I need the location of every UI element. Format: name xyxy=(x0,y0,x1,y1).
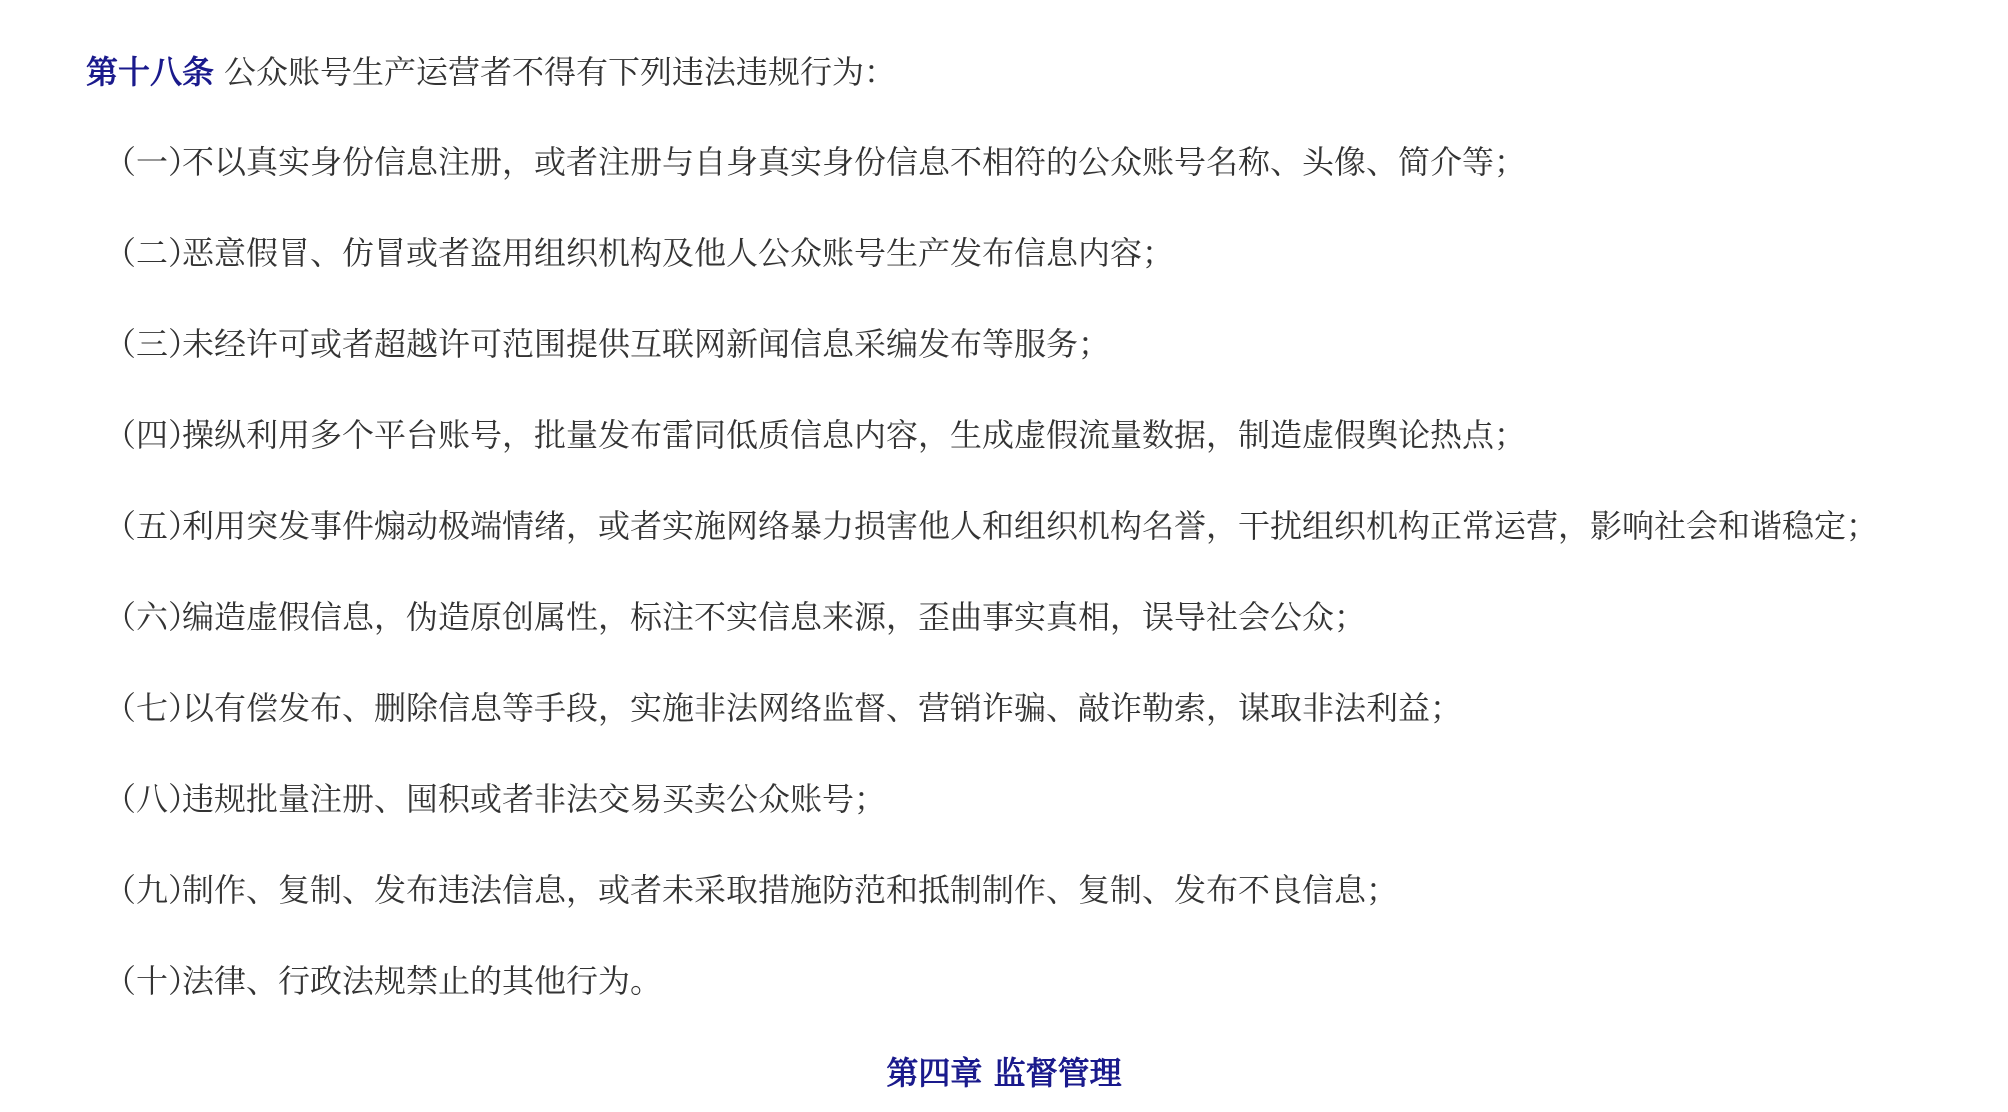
item-text: 恶意假冒、仿冒或者盗用组织机构及他人公众账号生产发布信息内容； xyxy=(182,234,1175,272)
item-number: （五） xyxy=(104,507,201,545)
article-number: 第十八条 xyxy=(86,53,215,91)
item-number: （四） xyxy=(104,416,201,454)
article-items-list xyxy=(104,134,1878,1044)
article-intro-text: 公众账号生产运营者不得有下列违法违规行为： xyxy=(224,53,897,91)
list-item xyxy=(104,316,1878,407)
list-item xyxy=(104,771,1878,862)
chapter-title: 第四章 监督管理 xyxy=(886,1054,1122,1092)
item-text: 法律、行政法规禁止的其他行为。 xyxy=(182,962,663,1000)
item-text: 编造虚假信息，伪造原创属性，标注不实信息来源，歪曲事实真相，误导社会公众； xyxy=(182,598,1367,636)
item-number: （七） xyxy=(104,689,201,727)
list-item xyxy=(104,589,1878,680)
list-item xyxy=(104,498,1878,589)
list-item xyxy=(104,134,1878,225)
item-number: （一） xyxy=(104,143,201,181)
item-number: （六） xyxy=(104,598,201,636)
item-number: （三） xyxy=(104,325,201,363)
list-item xyxy=(104,225,1878,316)
item-number: （十） xyxy=(104,962,201,1000)
item-text: 不以真实身份信息注册，或者注册与自身真实身份信息不相符的公众账号名称、头像、简介等； xyxy=(182,143,1527,181)
item-text: 操纵利用多个平台账号，批量发布雷同低质信息内容，生成虚假流量数据，制造虚假舆论热点； xyxy=(182,416,1527,454)
item-text: 制作、复制、发布违法信息，或者未采取措施防范和抵制制作、复制、发布不良信息； xyxy=(182,871,1399,909)
item-number: （二） xyxy=(104,234,201,272)
item-text: 违规批量注册、囤积或者非法交易买卖公众账号； xyxy=(182,780,887,818)
list-item xyxy=(104,407,1878,498)
item-text: 以有偿发布、删除信息等手段，实施非法网络监督、营销诈骗、敲诈勒索，谋取非法利益； xyxy=(182,689,1463,727)
item-text: 利用突发事件煽动极端情绪，或者实施网络暴力损害他人和组织机构名誉，干扰组织机构正常运营，影响社会和谐稳定； xyxy=(182,507,1879,545)
list-item xyxy=(104,680,1878,771)
list-item xyxy=(104,862,1878,953)
item-text: 未经许可或者超越许可范围提供互联网新闻信息采编发布等服务； xyxy=(182,325,1111,363)
list-item xyxy=(104,953,1878,1044)
article-heading xyxy=(86,44,896,100)
item-number: （九） xyxy=(104,871,201,909)
item-number: （八） xyxy=(104,780,201,818)
